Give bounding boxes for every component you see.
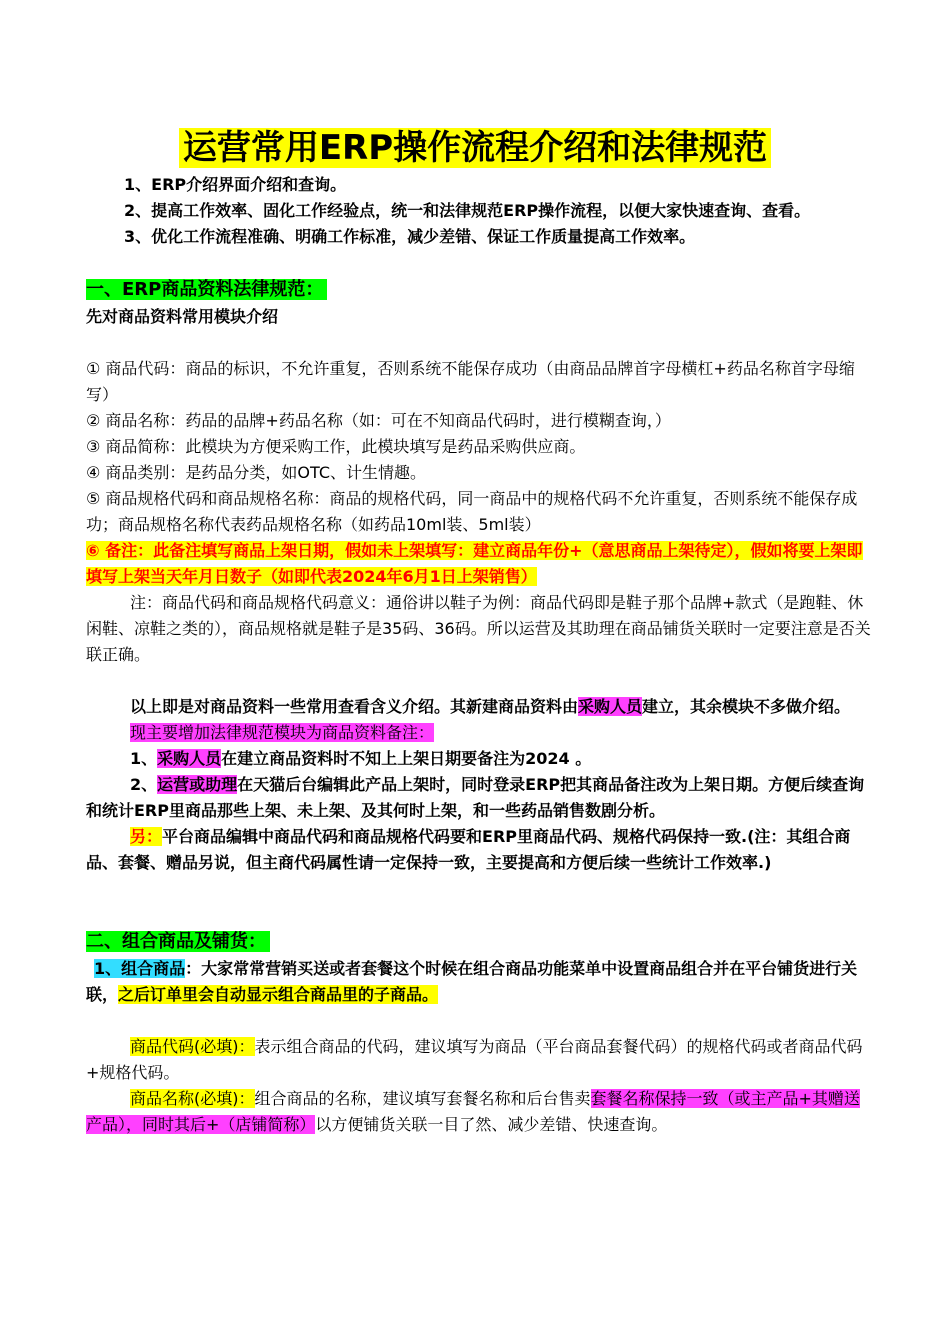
section-2-heading: 二、组合商品及铺货： bbox=[86, 928, 871, 956]
spacer bbox=[86, 330, 871, 356]
code-meaning-note: 注：商品代码和商品规格代码意义：通俗讲以鞋子为例：商品代码即是鞋子那个品牌+款式（是跑鞋、休闲鞋、凉鞋之类的），商品规格就是鞋子是35码、36码。所以运营及其助理在商品铺货关联时一定要注意是否关联正确。 bbox=[86, 593, 871, 664]
field-item-3: ③ 商品简称：此模块为方便采购工作，此模块填写是药品采购供应商。 bbox=[86, 437, 586, 456]
intro-item-2: 2、提高工作效率、固化工作经验点，统一和法律规范ERP操作流程，以便大家快速查询、查看。 bbox=[124, 201, 811, 220]
intro-item-3: 3、优化工作流程准确、明确工作标准，减少差错、保证工作质量提高工作效率。 bbox=[124, 227, 696, 246]
field-item-1: ① 商品代码：商品的标识，不允许重复，否则系统不能保存成功（由商品品牌首字母横杠+药品名称首字母缩写） bbox=[86, 359, 855, 404]
spacer bbox=[86, 668, 871, 694]
spacer bbox=[86, 250, 871, 276]
combo-code-field: 商品代码(必填)：表示组合商品的代码，建议填写为商品（平台商品套餐代码）的规格代码或者商品代码+规格代码。 bbox=[86, 1037, 863, 1082]
spacer bbox=[86, 876, 871, 928]
rule-item-2: 2、运营或助理在天猫后台编辑此产品上架时，同时登录ERP把其商品备注改为上架日期。方便后续查询和统计ERP里商品那些上架、未上架、及其何时上架，和一些药品销售数剧分析。 bbox=[86, 775, 865, 820]
field-item-5: ⑤ 商品规格代码和商品规格名称：商品的规格代码，同一商品中的规格代码不允许重复，否则系统不能保存成功；商品规格名称代表药品规格名称（如药品10ml装、5ml装） bbox=[86, 489, 858, 534]
combo-name-field: 商品名称(必填)：组合商品的名称，建议填写套餐名称和后台售卖套餐名称保持一致（或主产品+其赠送产品），同时其后+（店铺简称）以方便铺货关联一目了然、减少差错、快速查询。 bbox=[86, 1089, 860, 1134]
field-item-4: ④ 商品类别：是药品分类，如OTC、计生情趣。 bbox=[86, 463, 427, 482]
section-1-subheading: 先对商品资料常用模块介绍 bbox=[86, 307, 279, 326]
summary-paragraph: 以上即是对商品资料一些常用查看含义介绍。其新建商品资料由采购人员建立，其余模块不多做介绍。 bbox=[130, 697, 851, 716]
combo-intro-paragraph: 1、组合商品：大家常常营销买送或者套餐这个时候在组合商品功能菜单中设置商品组合并在平台铺货进行关联，之后订单里会自动显示组合商品里的子商品。 bbox=[86, 959, 858, 1004]
rule-heading: 现主要增加法律规范模块为商品资料备注： bbox=[130, 723, 435, 742]
rule-item-1: 1、采购人员在建立商品资料时不知上上架日期要备注为2024 。 bbox=[130, 749, 592, 768]
document-body bbox=[86, 172, 871, 1138]
field-item-6: ⑥ 备注：此备注填写商品上架日期，假如未上架填写：建立商品年份+（意思商品上架待定），假如将要上架即填写上架当天年月日数子（如即代表2024年6月1日上架销售） bbox=[86, 541, 863, 586]
field-item-2: ② 商品名称：药品的品牌+药品名称（如：可在不知商品代码时，进行模糊查询，） bbox=[86, 411, 671, 430]
also-note: 另：平台商品编辑中商品代码和商品规格代码要和ERP里商品代码、规格代码保持一致.(注：其组合商品、套餐、赠品另说，但主商代码属性请一定保持一致，主要提高和方便后续一些统计工作效率.) bbox=[86, 827, 851, 872]
document-title: 运营常用ERP操作流程介绍和法律规范 bbox=[0, 125, 950, 171]
section-1-heading: 一、ERP商品资料法律规范： bbox=[86, 276, 871, 304]
spacer bbox=[86, 1008, 871, 1034]
intro-item-1: 1、ERP介绍界面介绍和查询。 bbox=[124, 175, 347, 194]
